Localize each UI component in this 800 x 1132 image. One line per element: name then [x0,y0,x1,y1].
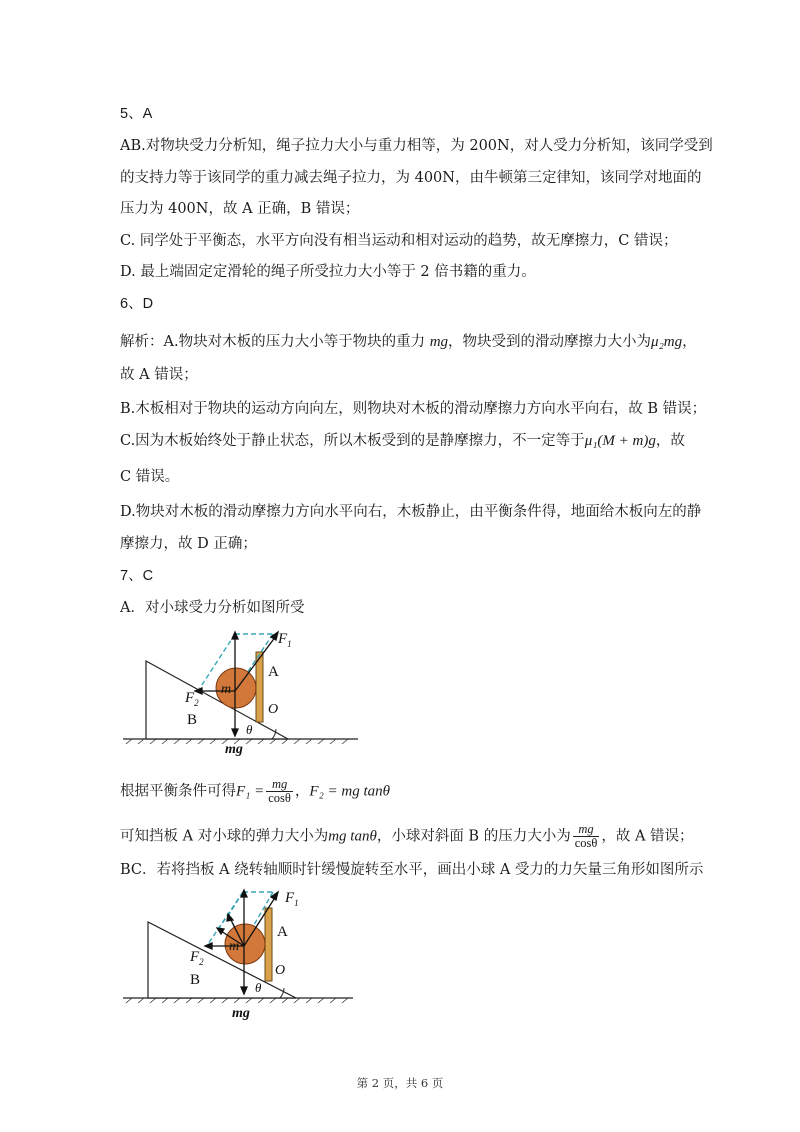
q5-ab-line2: 的支持力等于该同学的重力减去绳子拉力，为 400N，由牛顿第三定律知，该同学对地面的 [120,170,702,186]
k-text-mid: ，小球对斜面 B 的压力大小为 [376,828,571,845]
q6-option-b: B.木板相对于物块的运动方向向左，则物块对木板的滑动摩擦力方向水平向右，故 B 错误； [120,401,707,417]
label-theta: θ [246,722,253,737]
q6-option-a-line1 [120,332,697,352]
label-mg: mg [225,742,243,757]
label-m: m [221,682,232,697]
q6-c-text-post: ，故 [655,433,685,449]
equilibrium-equation [120,778,390,805]
board-a-2 [265,908,272,981]
k-frac-num: mg [573,823,600,837]
q6-a-text-post: ， [682,334,697,350]
label-m-2: m [229,939,240,954]
q5-ab-line1: AB.对物块受力分析知，绳子拉力大小与重力相等，为 200N，对人受力分析知，该同学受到 [120,138,713,154]
q6-a-text-mid: ，物块受到的滑动摩擦力大小为 [448,334,652,350]
k-mg-tan: mg tanθ [328,828,377,845]
eq-sep: ， [294,783,310,800]
q5-option-d: D. 最上端固定定滑轮的绳子所受拉力大小等于 2 倍书籍的重力。 [120,264,536,280]
label-f1-2: $F_1$ [285,890,299,908]
label-f2-2: $F_2$ [190,949,204,967]
q6-option-c-line1 [120,431,685,451]
page-footer: 第 2 页，共 6 页 [356,1076,444,1090]
q5-ab-line3: 压力为 400N，故 A 正确，B 错误； [120,201,360,217]
q6-option-d-line2: 摩擦力，故 D 正确； [120,536,257,552]
force-diagram-1 [118,624,418,759]
force-diagram-2 [118,884,438,1024]
q6-a-mg: mg [429,334,449,350]
q5-option-c: C. 同学处于平衡态，水平方向没有相当运动和相对运动的趋势，故无摩擦力，C 错误； [120,233,678,249]
q6-c-mu-expr: μ₁(M + m)g [584,433,656,449]
k-fraction [573,823,600,850]
label-b-2: B [190,972,201,988]
q6-option-a-line2: 故 A 错误； [120,367,198,383]
q6-heading: 6、D [120,296,154,312]
q6-option-c-line2: C 错误。 [120,469,180,485]
eq-f1: F₁ = [236,783,265,800]
q6-option-d-line1: D.物块对木板的滑动摩擦力方向水平向右，木板静止，由平衡条件得，地面给木板向左的静 [120,504,702,520]
q6-a-text-pre: 解析：A.物块对木板的压力大小等于物块的重力 [120,334,430,350]
q7-option-bc: BC．若将挡板 A 绕转轴顺时针缓慢旋转至水平，画出小球 A 受力的力矢量三角形如图所示 [120,862,704,878]
k-text-post: ，故 A 错误； [601,828,694,845]
label-o: O [268,702,279,717]
label-mg-2: mg [232,1006,250,1021]
q7-option-a-intro: A．对小球受力分析如图所受 [120,600,305,616]
eq-fraction [266,778,293,805]
label-a: A [268,664,279,680]
eq-text-pre: 根据平衡条件可得 [120,783,236,800]
label-f1: $F_1$ [278,631,292,649]
incline-b [146,661,288,739]
conclusion-line [120,823,694,850]
label-o-2: O [275,963,286,978]
label-f2: $F_2$ [185,690,199,708]
q7-heading: 7、C [120,568,154,584]
eq-frac-num: mg [266,778,293,792]
q6-c-text-pre: C.因为木板始终处于静止状态，所以木板受到的是静摩擦力，不一定等于 [120,433,585,449]
label-b: B [187,712,198,728]
k-frac-den: cosθ [574,836,598,850]
label-theta-2: θ [255,980,262,995]
eq-f2: F₂ = mg tanθ [309,783,391,800]
ground-hatch-2 [126,998,348,1003]
q5-heading: 5、A [120,106,153,122]
eq-frac-den: cosθ [268,791,291,805]
label-a-2: A [277,924,288,940]
k-text-pre: 可知挡板 A 对小球的弹力大小为 [120,828,329,845]
q6-a-mu-expr: μ₂mg [651,334,683,350]
